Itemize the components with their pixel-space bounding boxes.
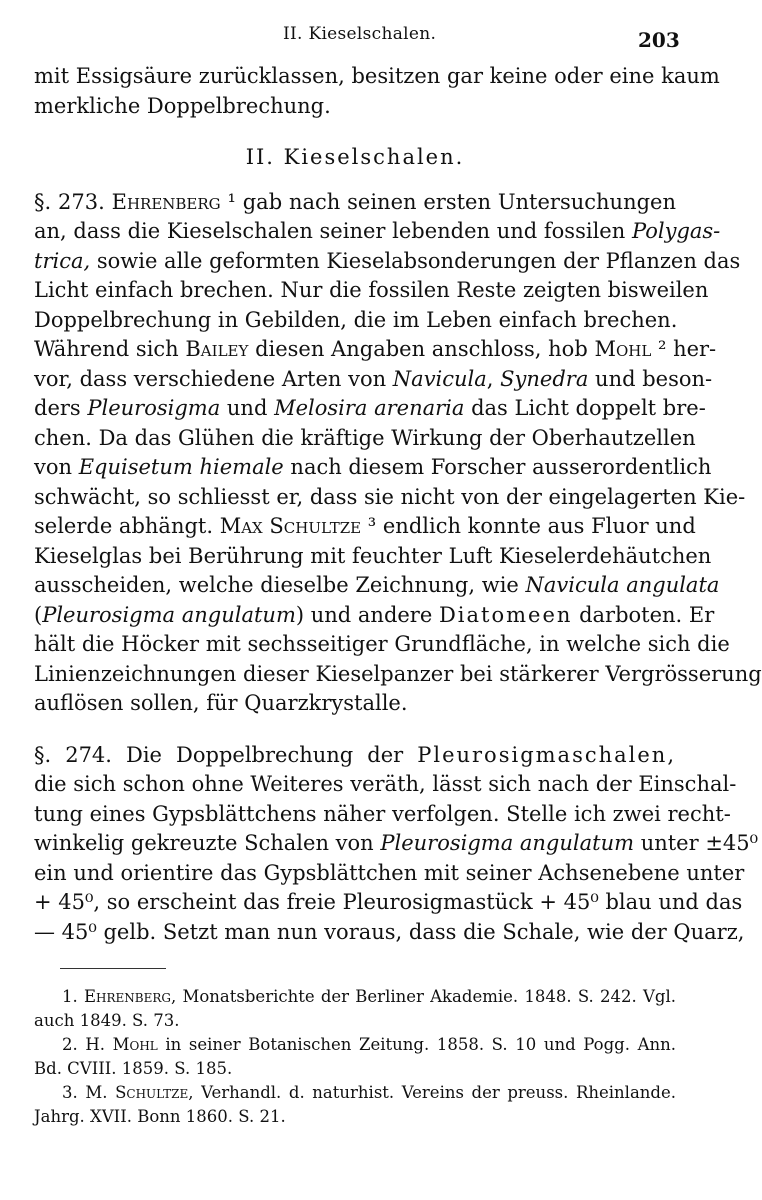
text-line: — 45⁰ gelb. Setzt man nun voraus, dass die Schale, wie der Quarz, [34, 919, 745, 944]
author-name: Max Schultze [219, 514, 362, 538]
text-line: Licht einfach brechen. Nur die fossilen Reste zeigten bisweilen [34, 278, 709, 302]
paragraph-273 [34, 188, 762, 719]
text-line: selerde abhängt. Max Schultze ³ endlich konnte aus Fluor und [34, 514, 696, 538]
running-header [0, 20, 709, 54]
text-line: die sich schon ohne Weiteres veräth, lässt sich nach der Einschal- [34, 772, 737, 796]
text-line: an, dass die Kieselschalen seiner lebenden und fossilen Polygas- [34, 219, 721, 243]
body-text [34, 62, 762, 947]
text-line: trica, sowie alle geformten Kieselabsonderungen der Pflanzen das [34, 248, 741, 273]
italic-term: Pleurosigma [87, 396, 221, 420]
text-line: merkliche Doppelbrechung. [34, 93, 331, 118]
text-line: Linienzeichnungen dieser Kieselpanzer bei stärkerer Vergrösserung [34, 661, 762, 686]
footnote-line: auch 1849. S. 73. [34, 1011, 180, 1030]
author-name: Schultze [115, 1083, 189, 1102]
italic-term: Pleurosigma angulatum [380, 831, 635, 855]
italic-term: Synedra [500, 366, 589, 391]
text-line: chen. Da das Glühen die kräftige Wirkung der Oberhautzellen [34, 425, 696, 450]
text-line: schwächt, so schliesst er, dass sie nicht von der eingelagerten Kie- [34, 484, 746, 509]
text-line: ders Pleurosigma und Melosira arenaria das Licht doppelt bre- [34, 396, 706, 420]
author-name: Mohl [112, 1035, 158, 1054]
author-name: Mohl [594, 337, 652, 361]
footnote-line: 2. H. Mohl in seiner Botanischen Zeitung. 1858. S. 10 und Pogg. Ann. [62, 1035, 676, 1054]
italic-term: Equisetum hiemale [78, 455, 284, 479]
spaced-term: Diatomeen [438, 602, 573, 627]
italic-term: Melosira arenaria [274, 396, 465, 420]
text-line: ein und orientire das Gypsblättchen mit seiner Achsenebene unter [34, 860, 745, 885]
text-line: hält die Höcker mit sechsseitiger Grundfläche, in welche sich die [34, 632, 730, 656]
text-line: auflösen sollen, für Quarzkrystalle. [34, 691, 408, 715]
italic-term: Polygas- [631, 219, 721, 243]
text-line: winkelig gekreuzte Schalen von Pleurosigma angulatum unter ±45⁰ [34, 831, 759, 855]
text-line: von Equisetum hiemale nach diesem Forscher ausserordentlich [34, 455, 712, 479]
spaced-term: Pleurosigmaschalen, [417, 742, 676, 767]
text-line: Doppelbrechung in Gebilden, die im Leben einfach brechen. [34, 307, 678, 332]
page-number: 203 [638, 28, 680, 52]
text-line: + 45⁰, so erscheint das freie Pleurosigmastück + 45⁰ blau und das [34, 890, 743, 914]
author-name: Bailey [185, 337, 249, 361]
text-line: ausscheiden, welche dieselbe Zeichnung, wie Navicula angulata [34, 573, 720, 597]
text-line: Kieselglas bei Berührung mit feuchter Luft Kieselerdehäutchen [34, 543, 712, 568]
text-line: Während sich Bailey diesen Angaben anschloss, hob Mohl ² her- [34, 337, 717, 361]
italic-term: Pleurosigma angulatum [42, 602, 296, 627]
author-name: Ehrenberg [111, 189, 221, 214]
footnote-line: Bd. CVIII. 1859. S. 185. [34, 1059, 233, 1078]
footnote-line: Jahrg. XVII. Bonn 1860. S. 21. [34, 1107, 286, 1126]
text-line: §. 274. Die Doppelbrechung der Pleurosigmaschalen, [34, 742, 676, 767]
text-line: mit Essigsäure zurücklassen, besitzen gar keine oder eine kaum [34, 64, 720, 88]
text-line: (Pleurosigma angulatum) und andere Diatomeen darboten. Er [34, 602, 715, 627]
footnote-rule [60, 968, 166, 969]
italic-term: Navicula [392, 366, 487, 391]
paragraph-274 [34, 741, 759, 948]
running-title: II. Kieselschalen. [283, 24, 437, 44]
footnotes [34, 985, 676, 1129]
text-line: vor, dass verschiedene Arten von Navicula, Synedra und beson- [34, 366, 713, 391]
footnote-line: 3. M. Schultze, Verhandl. d. naturhist. Vereins der preuss. Rheinlande. [62, 1083, 676, 1102]
text-line: §. 273. Ehrenberg ¹ gab nach seinen ersten Untersuchungen [34, 189, 676, 214]
italic-term: trica, [34, 248, 91, 273]
section-heading: II. Kieselschalen. [245, 145, 465, 169]
paragraph-gap [34, 719, 676, 741]
author-name: Ehrenberg [83, 987, 171, 1006]
text-line: tung eines Gypsblättchens näher verfolgen. Stelle ich zwei recht- [34, 801, 731, 826]
footnote-line: 1. Ehrenberg, Monatsberichte der Berliner Akademie. 1848. S. 242. Vgl. [62, 987, 676, 1006]
italic-term: Navicula angulata [525, 573, 720, 597]
